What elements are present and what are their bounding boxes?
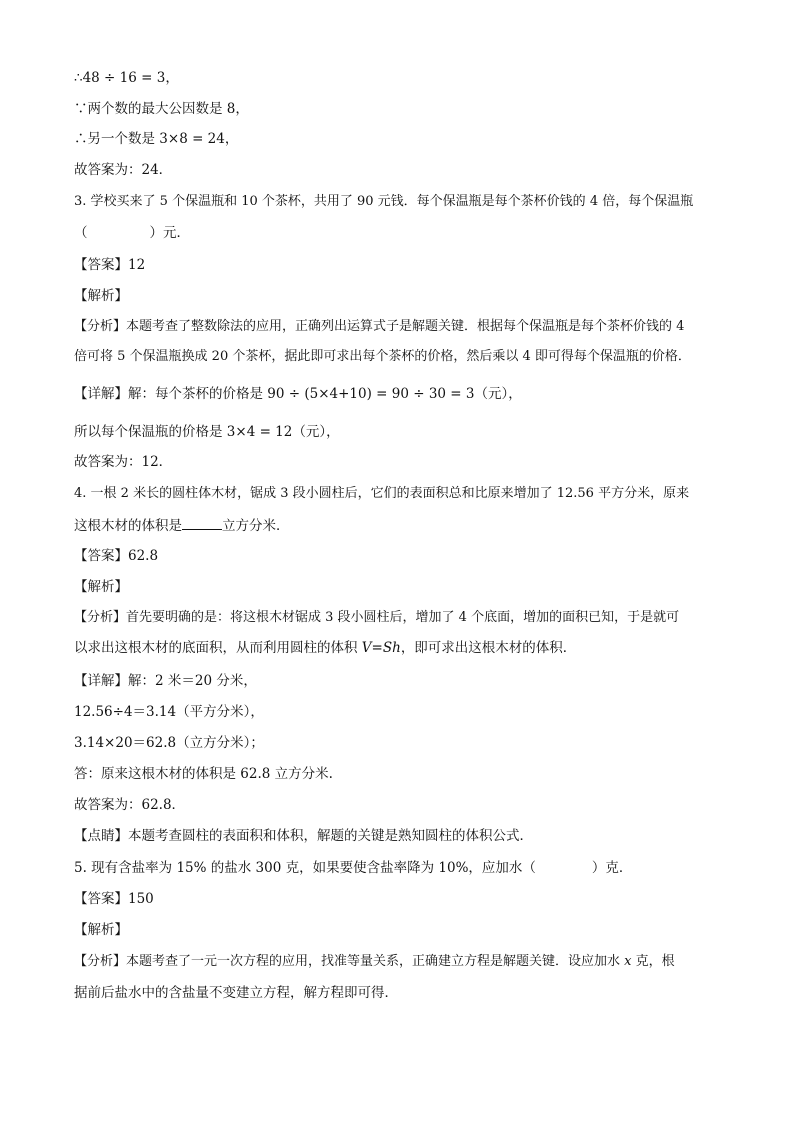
answer-label: 【答案】12 xyxy=(74,257,146,273)
question-4-blank-line xyxy=(74,517,734,534)
question-3-blank-line xyxy=(74,225,734,241)
analysis-text-a: 【分析】本题考查了一元一次方程的应用，找准等量关系，正确建立方程是解题关键．设应加水 xyxy=(74,954,625,969)
analysis-label: 【解析】 xyxy=(74,579,128,595)
answer-blank xyxy=(182,517,222,530)
detail-text: 3.14×20＝62.8（立方分米）； xyxy=(74,735,264,751)
volume-formula: V=Sh xyxy=(361,640,401,656)
detail-text: 【详解】解：每个茶杯的价格是 90 ÷ (5×4+10) = 90 ÷ 30 = 3（元）， xyxy=(74,386,522,402)
final-answer-text: 故答案为：62.8． xyxy=(74,797,186,813)
question-4-text: 4. 一根 2 米长的圆柱体木材，锯成 3 段小圆柱后，它们的表面积总和比原来增加了 12.56 平方分米，原来 xyxy=(74,486,690,501)
text-line: 故答案为：24． xyxy=(74,162,173,178)
analysis-text-b: 克，根 xyxy=(631,954,675,969)
key-point-text: 【点睛】本题考查圆柱的表面积和体积，解题的关键是熟知圆柱的体积公式． xyxy=(74,828,533,844)
answer-label: 【答案】150 xyxy=(74,891,154,907)
question-5-text-a: 5. 现有含盐率为 15% 的盐水 300 克，如果要使含盐率降为 10%，应加水（ xyxy=(74,860,536,876)
variable-x: x xyxy=(624,954,632,969)
analysis-label: 【解析】 xyxy=(74,922,128,938)
final-answer-text: 故答案为：12． xyxy=(74,454,173,470)
text-line: ∴另一个数是 3×8 = 24， xyxy=(74,131,239,147)
analysis-text: 倍可将 5 个保温瓶换成 20 个茶杯，据此即可求出每个茶杯的价格，然后乘以 4 即可得每个保温瓶的价格． xyxy=(74,349,691,364)
analysis-text-a: 以求出这根木材的底面积，从而利用圆柱的体积 xyxy=(74,640,362,656)
detail-text: 所以每个保温瓶的价格是 3×4 = 12（元）， xyxy=(74,424,340,440)
answer-label: 【答案】62.8 xyxy=(74,548,159,564)
analysis-label: 【解析】 xyxy=(74,288,128,304)
question-5-text xyxy=(74,860,734,876)
detail-text: 12.56÷4＝3.14（平方分米）， xyxy=(74,704,264,720)
paren-open: （ xyxy=(74,225,88,241)
question-4-text-b: 立方分米． xyxy=(222,518,290,534)
text-line: ∴48 ÷ 16 = 3， xyxy=(74,70,179,86)
detail-text: 答：原来这根木材的体积是 62.8 立方分米. xyxy=(74,766,333,782)
detail-text: 【详解】解：2 米＝20 分米， xyxy=(74,673,257,689)
analysis-text: 据前后盐水中的含盐量不变建立方程，解方程即可得． xyxy=(74,985,398,1001)
analysis-text xyxy=(74,640,734,656)
question-5-text-b: ）克． xyxy=(591,860,633,876)
analysis-text-b: ，即可求出这根木材的体积． xyxy=(400,640,577,656)
analysis-text: 【分析】首先要明确的是：将这根木材锯成 3 段小圆柱后，增加了 4 个底面，增加的面积已知，于是就可 xyxy=(74,610,680,625)
text-line: ∵两个数的最大公因数是 8， xyxy=(74,101,249,117)
question-4-text-a: 这根木材的体积是 xyxy=(74,518,182,534)
question-3-text: 3. 学校买来了 5 个保温瓶和 10 个茶杯，共用了 90 元钱．每个保温瓶是每个茶杯价钱的 4 倍，每个保温瓶 xyxy=(74,194,694,209)
analysis-text: 【分析】本题考查了整数除法的应用，正确列出运算式子是解题关键．根据每个保温瓶是每个茶杯价钱的 4 xyxy=(74,319,685,334)
paren-close: ）元． xyxy=(149,225,190,241)
analysis-text xyxy=(74,954,734,970)
